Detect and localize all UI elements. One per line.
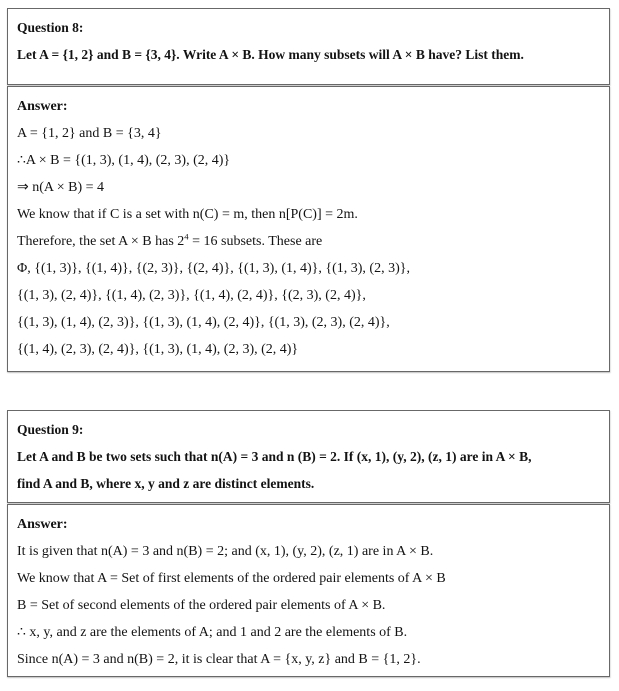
text-line: Therefore, the set A × B has $2^4 = 16$ subsets. These are [17, 231, 323, 249]
text-line: B = Set of second elements of the ordered pair elements of A × B. [17, 598, 386, 613]
answer-9-box [7, 504, 610, 677]
answer-8-header: Answer: [17, 99, 68, 114]
text-line: find A and B, where x, y and z are distinct elements. [17, 476, 315, 491]
text-line: It is given that n(A) = 3 and n(B) = 2; and (x, 1), (y, 2), (z, 1) are in A × B. [17, 544, 434, 559]
text-line: We know that A = Set of first elements of the ordered pair elements of A × B [17, 571, 446, 586]
text-line: Φ, {(1, 3)}, {(1, 4)}, {(2, 3)}, {(2, 4)}, {(1, 3), (1, 4)}, {(1, 3), (2, 3)}, [17, 261, 410, 276]
text-line: We know that if C is a set with n(C) = m, then n[P(C)] = 2m. [17, 207, 358, 222]
question-9-header: Question 9: [17, 422, 84, 437]
text-line: ∴A × B = {(1, 3), (1, 4), (2, 3), (2, 4)} [17, 153, 231, 168]
text-line: {(1, 4), (2, 3), (2, 4)}, {(1, 3), (1, 4), (2, 3), (2, 4)} [17, 342, 299, 357]
text-line: ⇒ n(A × B) = 4 [17, 180, 105, 195]
text-line: Let A = {1, 2} and B = {3, 4}. Write A × B. How many subsets will A × B have? List them. [17, 47, 524, 62]
text-line: ∴ x, y, and z are the elements of A; and 1 and 2 are the elements of B. [17, 625, 408, 640]
question-8-header: Question 8: [17, 20, 84, 35]
answer-9-header: Answer: [17, 517, 68, 532]
text-line: Since n(A) = 3 and n(B) = 2, it is clear that A = {x, y, z} and B = {1, 2}. [17, 652, 421, 667]
question-8-text [17, 41, 599, 68]
answer-8-text [17, 120, 599, 363]
text-line: A = {1, 2} and B = {3, 4} [17, 126, 162, 141]
question-9-text [17, 443, 599, 497]
text-line: {(1, 3), (2, 4)}, {(1, 4), (2, 3)}, {(1, 4), (2, 4)}, {(2, 3), (2, 4)}, [17, 288, 366, 303]
answer-8-box [7, 86, 610, 372]
text-line: {(1, 3), (1, 4), (2, 3)}, {(1, 3), (1, 4), (2, 4)}, {(1, 3), (2, 3), (2, 4)}, [17, 315, 390, 330]
question-9-box [7, 410, 610, 503]
text-line: Let A and B be two sets such that n(A) = 3 and n (B) = 2. If (x, 1), (y, 2), (z, 1) are in A × B, [17, 449, 532, 464]
answer-9-text [17, 538, 599, 673]
question-8-box [7, 8, 610, 85]
